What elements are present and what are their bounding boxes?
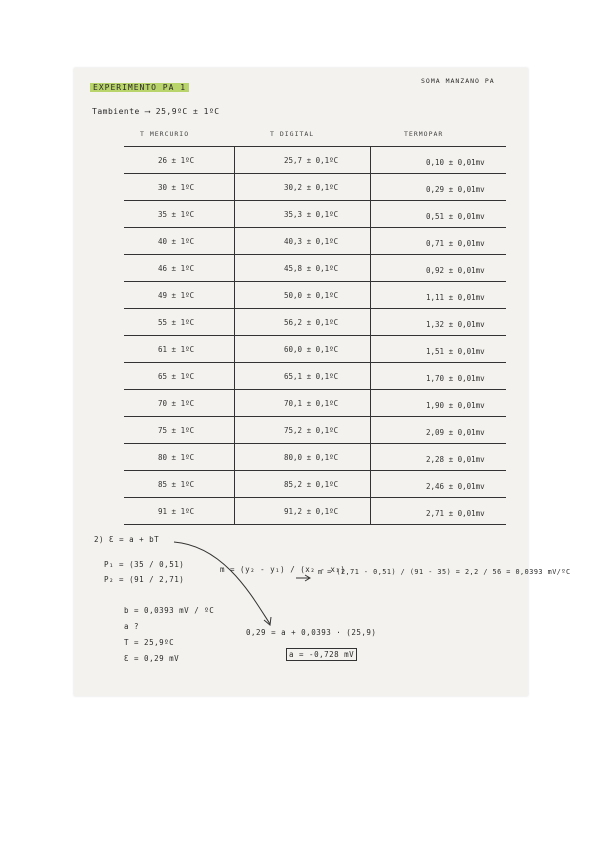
intercept-result: a = -0,728 mV bbox=[286, 648, 357, 661]
digital-cell: 30,2 ± 0,1ºC bbox=[284, 183, 339, 192]
digital-cell: 25,7 ± 0,1ºC bbox=[284, 156, 339, 165]
col-header-mercury: T MERCURIO bbox=[140, 130, 190, 138]
thermocouple-cell: 0,10 ± 0,01mv bbox=[426, 158, 485, 167]
notebook-page bbox=[74, 68, 571, 696]
point-1: P₁ = (35 / 0,51) bbox=[104, 560, 185, 569]
digital-cell: 50,0 ± 0,1ºC bbox=[284, 291, 339, 300]
digital-cell: 85,2 ± 0,1ºC bbox=[284, 480, 339, 489]
mercury-cell: 61 ± 1ºC bbox=[158, 345, 195, 354]
thermocouple-cell: 2,28 ± 0,01mv bbox=[426, 455, 485, 464]
digital-cell: 35,3 ± 0,1ºC bbox=[284, 210, 339, 219]
digital-cell: 75,2 ± 0,1ºC bbox=[284, 426, 339, 435]
mercury-cell: 85 ± 1ºC bbox=[158, 480, 195, 489]
mercury-cell: 35 ± 1ºC bbox=[158, 210, 195, 219]
thermocouple-cell: 0,51 ± 0,01mv bbox=[426, 212, 485, 221]
slope-value: b = 0,0393 mV / ºC bbox=[124, 606, 215, 615]
digital-cell: 56,2 ± 0,1ºC bbox=[284, 318, 339, 327]
digital-cell: 60,0 ± 0,1ºC bbox=[284, 345, 339, 354]
mercury-cell: 26 ± 1ºC bbox=[158, 156, 195, 165]
thermocouple-cell: 2,71 ± 0,01mv bbox=[426, 509, 485, 518]
ambient-temperature: Tambiente ⟶ 25,9ºC ± 1ºC bbox=[92, 107, 220, 116]
thermocouple-cell: 1,70 ± 0,01mv bbox=[426, 374, 485, 383]
slope-calculation: m = (2,71 - 0,51) / (91 - 35) = 2,2 / 56 = 0,0393 mV/ºC bbox=[318, 568, 571, 576]
digital-cell: 70,1 ± 0,1ºC bbox=[284, 399, 339, 408]
mercury-cell: 75 ± 1ºC bbox=[158, 426, 195, 435]
mercury-cell: 30 ± 1ºC bbox=[158, 183, 195, 192]
linear-equation: 2) Ɛ = a + bT bbox=[94, 535, 160, 544]
thermocouple-cell: 1,90 ± 0,01mv bbox=[426, 401, 485, 410]
digital-cell: 40,3 ± 0,1ºC bbox=[284, 237, 339, 246]
thermocouple-cell: 2,09 ± 0,01mv bbox=[426, 428, 485, 437]
thermocouple-cell: 0,71 ± 0,01mv bbox=[426, 239, 485, 248]
digital-cell: 45,8 ± 0,1ºC bbox=[284, 264, 339, 273]
mercury-cell: 49 ± 1ºC bbox=[158, 291, 195, 300]
thermocouple-cell: 0,29 ± 0,01mv bbox=[426, 185, 485, 194]
mercury-cell: 91 ± 1ºC bbox=[158, 507, 195, 516]
mercury-cell: 55 ± 1ºC bbox=[158, 318, 195, 327]
col-header-thermocouple: TERMOPAR bbox=[404, 130, 444, 138]
mercury-cell: 46 ± 1ºC bbox=[158, 264, 195, 273]
substitution: 0,29 = a + 0,0393 · (25,9) bbox=[246, 628, 377, 637]
experiment-title: EXPERIMENTO PA 1 bbox=[90, 83, 189, 92]
slope-definition: m = (y₂ - y₁) / (x₂ - x₁) bbox=[220, 565, 346, 574]
digital-cell: 65,1 ± 0,1ºC bbox=[284, 372, 339, 381]
digital-cell: 80,0 ± 0,1ºC bbox=[284, 453, 339, 462]
mercury-cell: 70 ± 1ºC bbox=[158, 399, 195, 408]
emf-value: Ɛ = 0,29 mV bbox=[124, 654, 180, 663]
thermocouple-cell: 0,92 ± 0,01mv bbox=[426, 266, 485, 275]
mercury-cell: 65 ± 1ºC bbox=[158, 372, 195, 381]
mercury-cell: 80 ± 1ºC bbox=[158, 453, 195, 462]
temperature-value: T = 25,9ºC bbox=[124, 638, 175, 647]
col-header-digital: T DIGITAL bbox=[270, 130, 315, 138]
hand-drawn-arrows bbox=[74, 68, 528, 696]
arrow-to-substitution bbox=[174, 542, 270, 624]
intercept-unknown: a ? bbox=[124, 622, 140, 631]
thermocouple-cell: 1,11 ± 0,01mv bbox=[426, 293, 485, 302]
thermocouple-cell: 2,46 ± 0,01mv bbox=[426, 482, 485, 491]
thermocouple-cell: 1,32 ± 0,01mv bbox=[426, 320, 485, 329]
author-name: SOMA MANZANO PA bbox=[421, 77, 495, 85]
digital-cell: 91,2 ± 0,1ºC bbox=[284, 507, 339, 516]
thermocouple-cell: 1,51 ± 0,01mv bbox=[426, 347, 485, 356]
mercury-cell: 40 ± 1ºC bbox=[158, 237, 195, 246]
point-2: P₂ = (91 / 2,71) bbox=[104, 575, 185, 584]
